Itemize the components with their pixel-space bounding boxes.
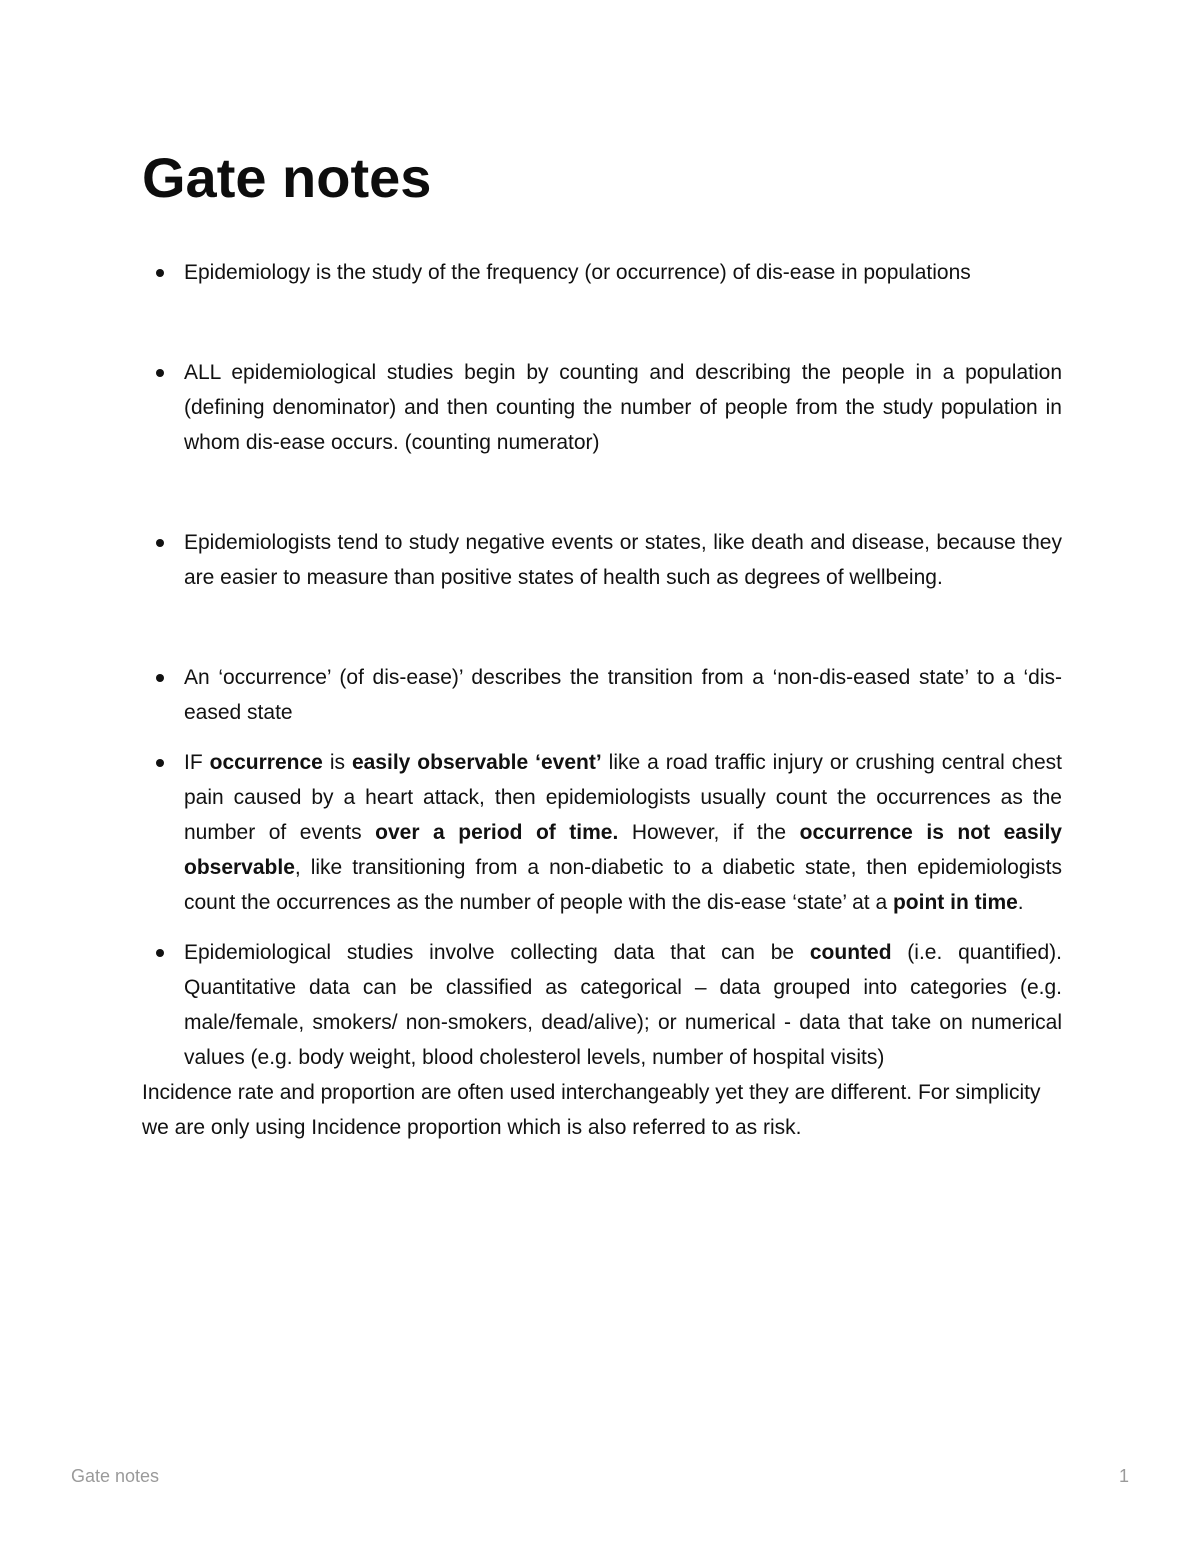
- bullet-dot-icon: [156, 269, 164, 277]
- closing-paragraph: Incidence rate and proportion are often used interchangeably yet they are different. For simplicity we are only using Incidence proportion which is also referred to as risk.: [142, 1081, 1041, 1139]
- text-run: Epidemiologists tend to study negative events or states, like death and disease, because they are easier to measure than positive states of health such as degrees of wellbeing.: [184, 531, 1062, 589]
- bullet-item: [142, 935, 1062, 1075]
- bullet-dot-icon: [156, 949, 164, 957]
- bullet-dot-icon: [156, 369, 164, 377]
- bold-text: point in time: [892, 891, 1018, 914]
- bold-text: occurrence: [209, 751, 323, 774]
- page-number: 1: [1118, 1466, 1129, 1486]
- footer-title: Gate notes: [71, 1466, 160, 1486]
- bullet-dot-icon: [156, 539, 164, 547]
- bullet-dot-icon: [156, 759, 164, 767]
- text-run: An ‘occurrence’ (of dis-ease)’ describes the transition from a ‘non-dis-eased state’ to a ‘dis-eased state: [184, 666, 1062, 724]
- bullet-item: [142, 355, 1062, 460]
- bullet-dot-icon: [156, 674, 164, 682]
- bullet-item: [142, 255, 1062, 290]
- text-run: (i.e. quantified). Quantitative data can be classified as categorical – data grouped into categories (e.g. male/female, smokers/ non-smokers, dead/alive); or numerical - data that take on numerical values (e.g. body weight, blood cholesterol levels, number of hospital visits): [184, 941, 1062, 1069]
- bold-text: counted: [809, 941, 892, 964]
- text-run: However, if the: [618, 821, 800, 844]
- bullet-list: [142, 255, 1062, 1075]
- bold-text: over a period of time.: [375, 821, 619, 844]
- bold-text: easily observable ‘event’: [351, 751, 602, 774]
- text-run: Epidemiological studies involve collecting data that can be: [184, 941, 810, 964]
- text-run: like a road traffic injury or crushing central chest pain caused by a heart attack, then epidemiologists usually count the occurrences as the number of events: [184, 751, 1062, 844]
- document-body: [142, 255, 1062, 1145]
- bold-text: occurrence is not easily observable: [184, 821, 1062, 879]
- bullet-item: [142, 745, 1062, 920]
- page-title: Gate notes: [142, 146, 432, 209]
- bullet-item: [142, 660, 1062, 730]
- text-run: IF: [184, 751, 210, 774]
- text-run: .: [1017, 891, 1024, 914]
- text-run: is: [322, 751, 352, 774]
- bullet-item: [142, 525, 1062, 595]
- text-run: , like transitioning from a non-diabetic to a diabetic state, then epidemiologists count the occurrences as the number of people with the dis-ease ‘state’ at a: [184, 856, 1062, 914]
- text-run: Epidemiology is the study of the frequency (or occurrence) of dis-ease in populations: [184, 261, 971, 284]
- text-run: ALL epidemiological studies begin by counting and describing the people in a population (defining denominator) and then counting the number of people from the study population in whom dis-ease occurs. (counting numerator): [184, 361, 1062, 454]
